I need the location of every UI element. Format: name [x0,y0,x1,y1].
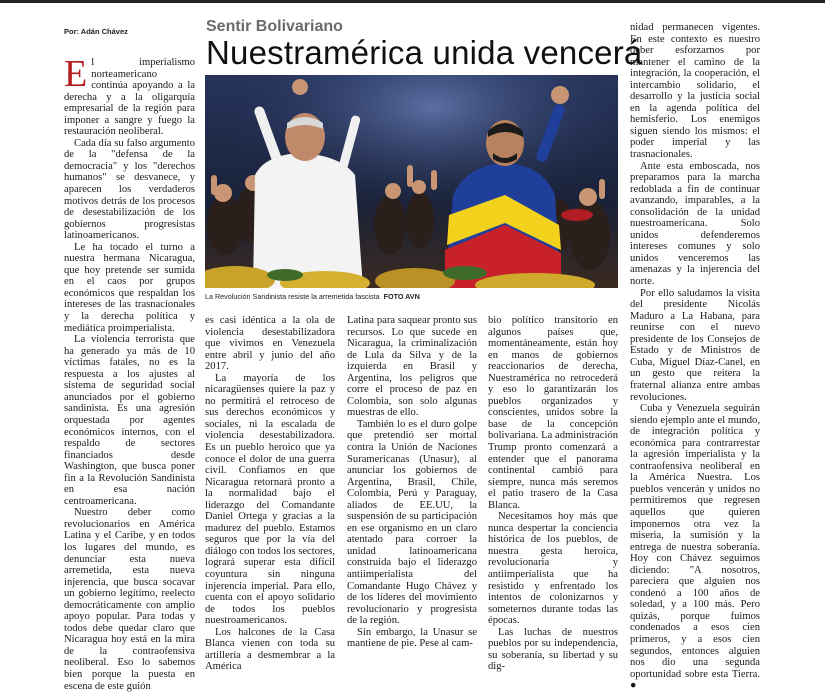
paragraph: Nuestro deber como revolucionarios en América Latina y el Caribe, y en todos los lugares del mundo, es denunciar esta nueva arremetida, esta nueva injerencia, que busca socavar un gobierno legítimo, reelecto democráticamente con amplio apoyo popular. Para todas y todos debe quedar claro que Nicaragua hoy está en la mira de la contraofensiva neoliberal. Eso lo sabemos bien porque la puesta en escena de este guión [64,507,195,692]
paragraph: Cuba y Venezuela seguirán siendo ejemplo ante el mundo, de integración política y económica para contrarrestar la agresión imperialista y la contraofensiva neoliberal en la América Nuestra. Los pueblos vencerán y unidos no permitiremos que regresen aquellos que quieren imponernos otra vez la miseria, la sumisión y la entrega de nuestra soberanía. Hoy con Chávez seguimos diciendo: "A nosotros, pareciera que alguien nos condenó a 100 años de soledad, y a 100 más. Pero quizás, porque fuimos condenados a esos cien primeros, y a esos cien segundos, entonces alguien nos dio una segunda oportunidad sobre esta Tierra. ● [630,403,760,692]
caption-text: La Revolución Sandinista resiste la arremetida fascista [205,292,380,301]
article-column-5 [630,22,760,692]
paragraph: bio político transitorio en algunos países que, momentáneamente, están hoy en manos de gobiernos reaccionarios de derecha, Nuestramérica no retrocederá y eso lo garantizarán los pueblos organizados y conscientes, unidos sobre la base de la concepción bolivariana. La administración Trump pronto comenzará a entender que el panorama continental cambió para siempre, nunca más seremos el patio trasero de la Casa Blanca. [488,315,618,511]
paragraph: Le ha tocado el turno a nuestra hermana Nicaragua, que hoy pretende ser sumida en el caos por grupos económicos que respaldan los intereses de las trasnacionales y la derecha política y mediática proimperialista. [64,241,195,334]
photo-caption [205,292,619,301]
article-column-4 [488,315,618,673]
paragraph: es casi idéntica a la ola de violencia desestabilizadora que vivimos en Venezuela entre abril y junio del año 2017. [205,315,335,373]
byline: Por: Adán Chávez [64,27,128,36]
paragraph: Necesitamos hoy más que nunca despertar la conciencia histórica de los pueblos, de nuestra gesta heroica, revolucionaria y antiimperialista que ha resistido y enfrentado los intentos de colonizarnos y someternos durante todas las épocas. [488,511,618,627]
photo-illustration [205,75,618,288]
photo-credit: FOTO AVN [383,292,420,301]
paragraph: Los halcones de la Casa Blanca vienen con toda su artillería a desmembrar a la América [205,626,335,673]
article-column-2 [205,315,335,673]
paragraph: Sin embargo, la Unasur se mantiene de pie. Pese al cam- [347,626,477,650]
dropcap: E [64,53,88,95]
paragraph-text: l imperialismo norteamericano continúa apoyando a la derecha y a la oligarquía empresarial de la región para imponer a sangre y fuego la restauración neoliberal. [64,57,195,138]
news-photo [205,75,618,288]
paragraph [64,53,195,138]
paragraph: Latina para saquear pronto sus recursos. Lo que sucede en Nicaragua, la criminalización de Lula da Silva y de la izquierda en Brasil y Argentina, los peligros que corre el proceso de paz en Colombia, son solo algunas muestras de ello. [347,315,477,419]
article-column-3 [347,315,477,650]
paragraph: Las luchas de nuestros pueblos por su independencia, su soberanía, su libertad y su dig- [488,626,618,673]
article-column-1 [64,53,195,692]
section-kicker: Sentir Bolivariano [206,18,343,35]
paragraph: La mayoría de los nicaragüenses quiere la paz y no permitirá el retroceso de sus derechos económicos y sociales, ni la escalada de violencia desestabilizadora. Es un pueblo heroico que ya conoce el dolor de una guerra civil. Confiamos en que Nicaragua retornará pronto a la normalidad bajo el liderazgo del Comandante Daniel Ortega y gracias a la madurez del pueblo. Estamos seguros que por la vía del diálogo con todos los sectores, logrará superar esta difícil coyuntura sin ninguna injerencia imperial. Para ello, cuenta con el apoyo solidario de todos los pueblos nuestroamericanos. [205,372,335,627]
paragraph: Por ello saludamos la visita del presidente Nicolás Maduro a La Habana, para reunirse con el nuevo presidente de los Consejos de Estado y de Ministros de Cuba, Miguel Díaz-Canel, en un gesto que reitera la fraternal alianza entre ambas revoluciones. [630,287,760,403]
paragraph: También lo es el duro golpe que pretendió ser mortal contra la Unión de Naciones Suramericanas (Unasur), al anunciar los gobiernos de Argentina, Brasil, Chile, Colombia, Perú y Paraguay, aliados de EE.UU, la suspensión de su participación en ese organismo en un claro atentado para corroer la unidad latinoamericana construida bajo el liderazgo antiimperialista del Comandante Hugo Chávez y de los líderes del movimiento revolucionario y progresista de la región. [347,418,477,627]
headline: Nuestramérica unida vencerá [206,34,643,71]
paragraph: La violencia terrorista que ha generado ya más de 10 víctimas fatales, no es la respuesta a los ajustes al sistema de seguridad social anunciados por el gobierno sandinista. Es una agresión orquestada por agentes económicos internos, con el respaldo de sectores financiados desde Washington, que busca poner fin a la Revolución Sandinista en esa nación centroamericana. [64,334,195,507]
paragraph: Ante esta emboscada, nos preparamos para la marcha redoblada a fin de continuar avanzando, imparables, a la consolidación de la unidad nuestroamericana. Solo unidos defenderemos intereses comunes y solo unidos venceremos las amenazas y la injerencia del norte. [630,160,760,288]
paragraph: Cada día su falso argumento de la "defensa de la democracia" y los "derechos humanos" se desvanece, y aparecen los verdaderos motivos detrás de los procesos de desestabilización de los gobiernos progresistas latinoamericanos. [64,137,195,242]
paragraph: nidad permanecen vigentes. En este contexto es nuestro deber esforzarnos por mantener el camino de la integración, la cooperación, el intercambio solidario, el desarrollo y la justicia social en la agenda política del hemisferio. Los enemigos siguen siendo los mismos: el poder imperial y las trasnacionales. [630,22,760,161]
top-rule [0,0,825,3]
